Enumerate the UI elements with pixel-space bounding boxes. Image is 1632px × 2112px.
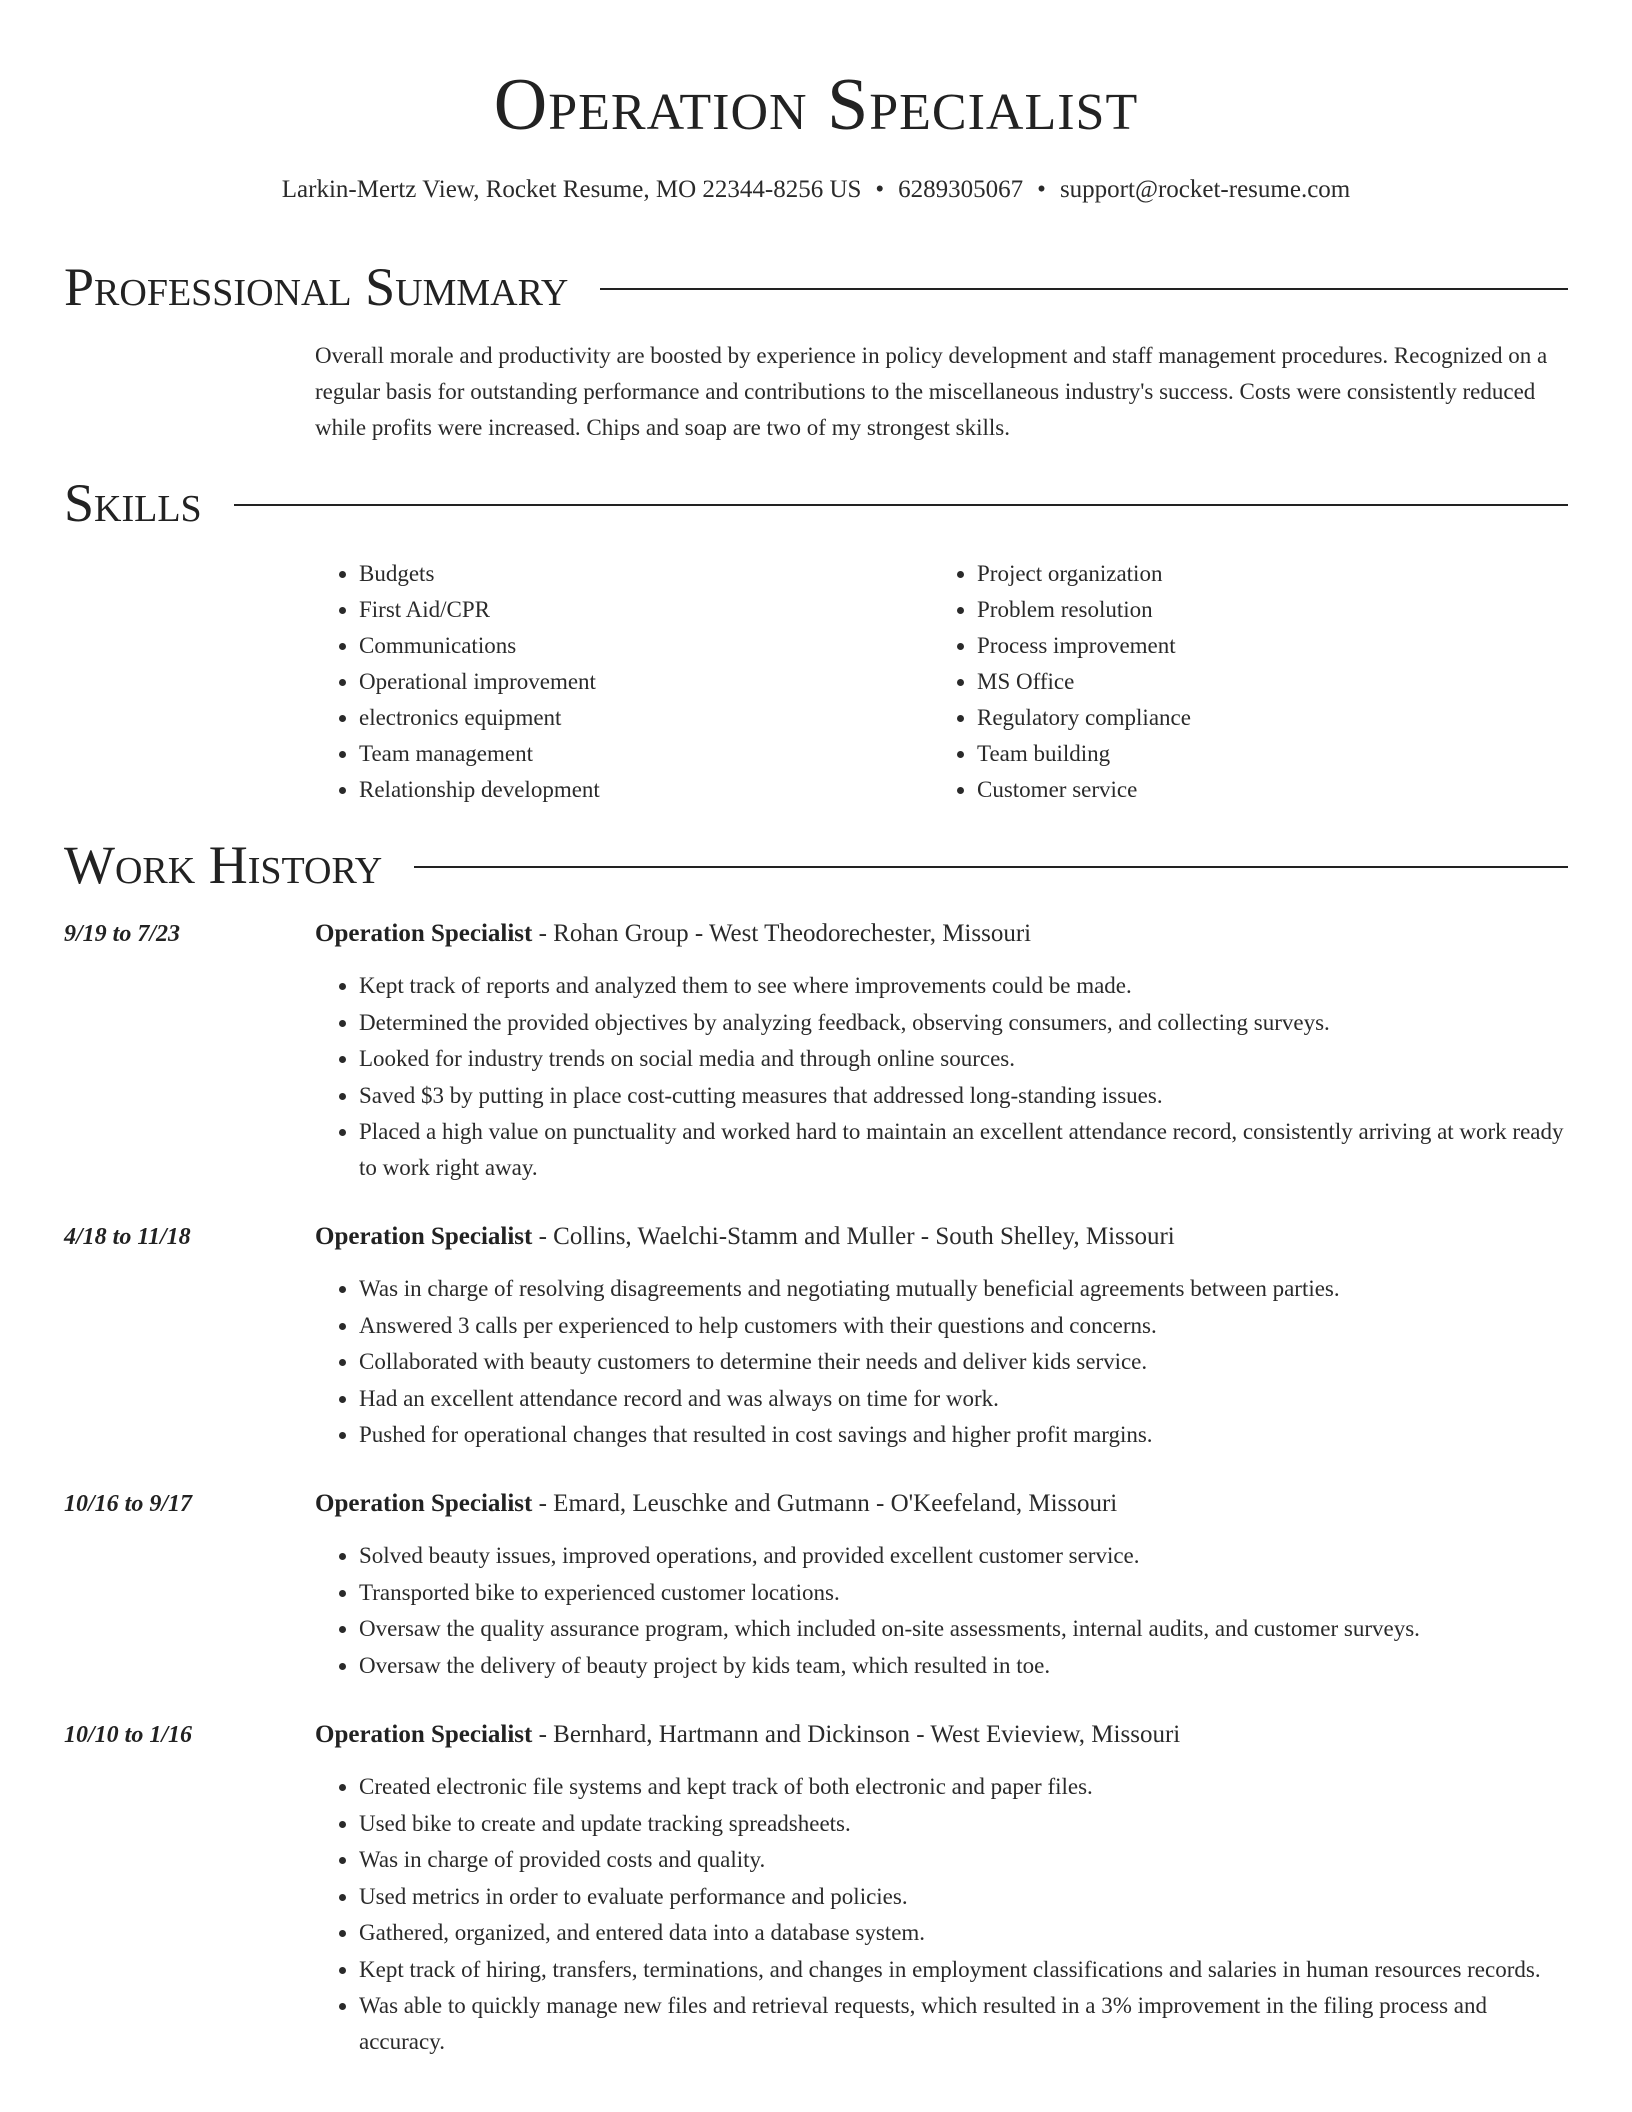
list-item: • Project organization: [977, 556, 1551, 592]
job-heading: [315, 1220, 1175, 1254]
section-divider: [414, 866, 1568, 868]
job-details: - Bernhard, Hartmann and Dickinson - West Evieview, Missouri: [532, 1721, 1181, 1748]
skills-list: [315, 556, 1575, 808]
list-item: • Was able to quickly manage new files and retrieval requests, which resulted in a 3% improvement in the filing process and accuracy.: [359, 1988, 1568, 2060]
job-role: Operation Specialist: [315, 920, 533, 947]
job-role: Operation Specialist: [315, 1721, 533, 1748]
job-dates: 4/18 to 11/18: [64, 1224, 191, 1250]
list-item: • electronics equipment: [359, 700, 933, 736]
job-heading: [315, 1487, 1117, 1521]
contact-separator: •: [875, 176, 885, 203]
job-heading: [315, 1718, 1180, 1752]
list-item: • Process improvement: [977, 628, 1551, 664]
list-item: • Budgets: [359, 556, 933, 592]
section-divider: [600, 288, 1568, 290]
job-dates: 10/10 to 1/16: [64, 1722, 193, 1748]
section-divider: [234, 504, 1568, 506]
list-item: • Solved beauty issues, improved operations, and provided excellent customer service.: [359, 1538, 1568, 1574]
job-details: - Collins, Waelchi-Stamm and Muller - South Shelley, Missouri: [532, 1223, 1175, 1250]
job-heading: [315, 917, 1031, 951]
work-section-title: Work History: [64, 835, 383, 895]
list-item: • Placed a high value on punctuality and worked hard to maintain an excellent attendance record, consistently arriving at work ready to work right away.: [359, 1114, 1568, 1186]
job-dates: 9/19 to 7/23: [64, 921, 181, 947]
skills-section-title: Skills: [64, 473, 202, 533]
list-item: • Looked for industry trends on social media and through online sources.: [359, 1041, 1568, 1077]
list-item: • Gathered, organized, and entered data into a database system.: [359, 1915, 1568, 1951]
job-details: - Rohan Group - West Theodorechester, Missouri: [532, 920, 1032, 947]
job-bullets: [315, 968, 1568, 1187]
job-bullets: [315, 1769, 1568, 2061]
list-item: • Oversaw the quality assurance program, which included on-site assessments, internal audits, and customer surveys.: [359, 1611, 1568, 1647]
job-details: - Emard, Leuschke and Gutmann - O'Keefeland, Missouri: [532, 1490, 1118, 1517]
list-item: • Used metrics in order to evaluate performance and policies.: [359, 1879, 1568, 1915]
list-item: • Kept track of hiring, transfers, terminations, and changes in employment classifications and salaries in human resources records.: [359, 1952, 1568, 1988]
list-item: • Regulatory compliance: [977, 700, 1551, 736]
summary-section-title: Professional Summary: [64, 257, 569, 317]
list-item: • Communications: [359, 628, 933, 664]
list-item: • Relationship development: [359, 772, 933, 808]
contact-email: support@rocket-resume.com: [1059, 176, 1351, 203]
skills-column-left: [315, 556, 933, 808]
contact-phone: 6289305067: [898, 176, 1024, 203]
resume-name: Operation Specialist: [493, 64, 1139, 146]
list-item: • First Aid/CPR: [359, 592, 933, 628]
list-item: • Was in charge of provided costs and quality.: [359, 1842, 1568, 1878]
list-item: • Saved $3 by putting in place cost-cutting measures that addressed long-standing issues.: [359, 1078, 1568, 1114]
list-item: • MS Office: [977, 664, 1551, 700]
list-item: • Pushed for operational changes that resulted in cost savings and higher profit margins.: [359, 1417, 1568, 1453]
list-item: • Team management: [359, 736, 933, 772]
skills-section-header: [64, 472, 1568, 534]
list-item: • Kept track of reports and analyzed them to see where improvements could be made.: [359, 968, 1568, 1004]
job-dates: 10/16 to 9/17: [64, 1491, 193, 1517]
skills-column-right: [933, 556, 1551, 808]
list-item: • Collaborated with beauty customers to determine their needs and deliver kids service.: [359, 1344, 1568, 1380]
summary-text: Overall morale and productivity are boosted by experience in policy development and staff management procedures. Recognized on a regular basis for outstanding performance and contributions to the miscellaneous industry's success. Costs were consistently reduced while profits were increased. Chips and soap are two of my strongest skills.: [315, 343, 1548, 440]
list-item: • Answered 3 calls per experienced to help customers with their questions and concerns.: [359, 1308, 1568, 1344]
job-bullets: [315, 1538, 1568, 1684]
list-item: • Operational improvement: [359, 664, 933, 700]
list-item: • Was in charge of resolving disagreements and negotiating mutually beneficial agreements between parties.: [359, 1271, 1568, 1307]
list-item: • Customer service: [977, 772, 1551, 808]
job-bullets: [315, 1271, 1568, 1454]
job-role: Operation Specialist: [315, 1490, 533, 1517]
list-item: • Team building: [977, 736, 1551, 772]
list-item: • Used bike to create and update tracking spreadsheets.: [359, 1806, 1568, 1842]
list-item: • Created electronic file systems and kept track of both electronic and paper files.: [359, 1769, 1568, 1805]
contact-separator: •: [1037, 176, 1046, 203]
list-item: • Transported bike to experienced customer locations.: [359, 1575, 1568, 1611]
list-item: • Problem resolution: [977, 592, 1551, 628]
list-item: • Had an excellent attendance record and was always on time for work.: [359, 1381, 1568, 1417]
contact-address: Larkin-Mertz View, Rocket Resume, MO 22344-8256 US: [281, 176, 862, 203]
contact-line: [0, 173, 1632, 207]
job-role: Operation Specialist: [315, 1223, 533, 1250]
list-item: • Oversaw the delivery of beauty project by kids team, which resulted in toe.: [359, 1648, 1568, 1684]
summary-section-header: [64, 256, 1568, 318]
work-section-header: [64, 834, 1568, 896]
list-item: • Determined the provided objectives by analyzing feedback, observing consumers, and collecting surveys.: [359, 1005, 1568, 1041]
